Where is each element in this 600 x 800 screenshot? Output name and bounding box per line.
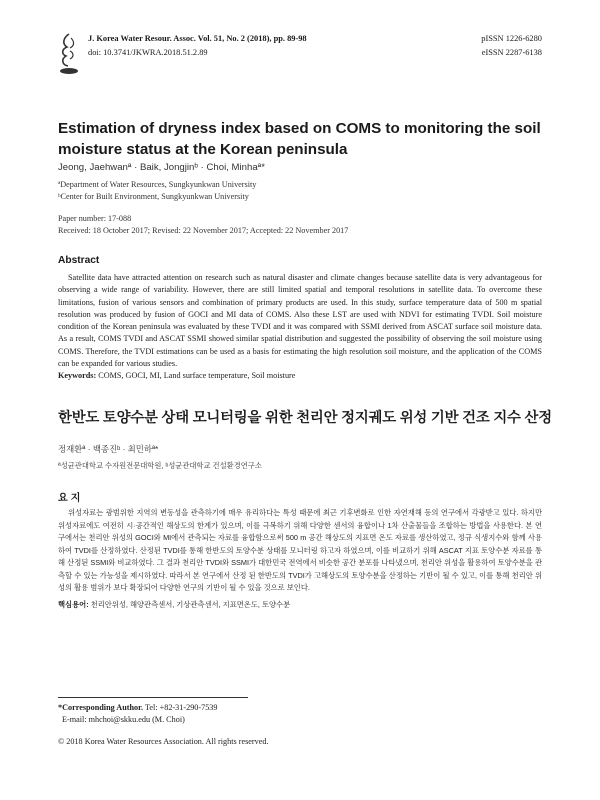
korean-affiliation: ª성균관대학교 수자원전문대학원, ᵇ성균관대학교 건설환경연구소 — [58, 461, 262, 470]
corresponding-author-label: *Corresponding Author. — [58, 703, 144, 712]
corresponding-email: E-mail: mhchoi@skku.edu (M. Choi) — [62, 715, 185, 724]
paper-title: Estimation of dryness index based on COMS to monitoring the soil moisture status at the Korean peninsula — [58, 120, 541, 158]
abstract-text: Satellite data have attracted attention on research such as natural disaster and climate changes because satellite data is very advantageous for observing a wide range of variability. However, there are still limited spatial and temporal resolutions in satellite data. To overcome these limitations, fusion of various sensors and combination of primary products are used. In this study, surface temperature data of 500 m spatial resolution was produced by fusion of GOCI and MI data of COMS. Also these LST are used with NDVI for estimating TVDI. Soil moisture condition of the Korean peninsula was evaluated by these TVDI and it was compared with SSMI derived from ASCAT surface soil moisture data. As a result, COMS TVDI and ASCAT SSMI showed similar spatial distribution and suggested the possibility of observing the soil moisture using COMS. Therefore, the TVDI estimations can be used as a basis for estimating the high resolution soil moisture, and the application of the COMS can be expanded for various studies. — [58, 273, 542, 369]
affiliation-item: ᵇCenter for Built Environment, Sungkyunkwan University — [58, 192, 249, 201]
pissn-text: pISSN 1226-6280 — [481, 34, 542, 43]
issn-block — [481, 32, 542, 60]
footnote-divider — [58, 697, 248, 698]
eissn-text: eISSN 2287-6138 — [481, 48, 542, 57]
korean-summary-heading: 요 지 — [58, 493, 81, 504]
korean-summary-text: 위성자료는 광범위한 지역의 변동성을 관측하기에 매우 유리하다는 특성 때문에 최근 기후변화로 인한 자연재해 등의 연구에서 각광받고 있다. 하지만 위성자료에도 여전히 시·공간적인 해상도의 한계가 있으며, 이를 극복하기 위해 다양한 센서의 융합이나 1차 산출물들을 조합하는 방법을 사용한다. 본 연구에서는 천리안 위성의 GOCI와 MI에서 관측되는 자료를 융합함으로써 500 m 공간 해상도의 지표면 온도 자료를 생산하였고, 정규 식생지수와 함께 사용하여 TVDI를 산정하였다. 산정된 TVDI를 통해 한반도의 토양수분 상태를 모니터링 하고자 하였으며, 이를 비교하기 위해 ASCAT 지표 토양수분 자료를 통해 산정된 SSMI와 비교하였다. 그 결과 천리안 TVDI와 SSMI가 대한민국 전역에서 비슷한 공간 분포를 나타냈으며, 천리안 위성을 활용하여 토양수분을 관측할 수 있는 가능성을 제시하였다. 따라서 본 연구에서 산정 된 한반도의 TVDI가 고해상도의 토양수분을 산정하는 기반이 될 수 있고, 이를 통해 천리안 위성의 활용 범위가 보다 확장되어 다양한 연구의 기반이 될 수 있을 것으로 보인다. — [58, 508, 542, 592]
korean-author-list: 정재환ª · 백종진ᵇ · 최민하ª* — [58, 444, 159, 454]
keywords-text: COMS, GOCI, MI, Land surface temperature, Soil moisture — [96, 371, 296, 380]
korean-title: 한반도 토양수분 상태 모니터링을 위한 천리안 정지궤도 위성 기반 건조 지수 산정 — [58, 410, 552, 426]
correspondence-block — [58, 702, 217, 726]
korean-keywords-label: 핵심용어: — [58, 600, 89, 609]
paper-dates: Received: 18 October 2017; Revised: 22 November 2017; Accepted: 22 November 2017 — [58, 226, 349, 235]
journal-header — [58, 30, 542, 80]
doi-text: doi: 10.3741/JKWRA.2018.51.2.89 — [88, 48, 208, 57]
paper-info — [58, 213, 348, 237]
corresponding-tel: Tel: +82-31-290-7539 — [143, 703, 218, 712]
affiliation-item: ªDepartment of Water Resources, Sungkyunkwan University — [58, 180, 257, 189]
keywords-line — [58, 371, 542, 380]
paper-number: Paper number: 17-088 — [58, 214, 132, 223]
journal-citation-block — [88, 32, 307, 60]
abstract-heading: Abstract — [58, 255, 100, 266]
korean-keywords-line — [58, 600, 542, 610]
keywords-label: Keywords: — [58, 371, 97, 380]
journal-logo-icon — [58, 32, 80, 76]
author-list: Jeong, Jaehwanª · Baik, Jongjinᵇ · Choi, Minhaª* — [58, 162, 265, 173]
korean-keywords-text: 천리안위성, 해양관측센서, 기상관측센서, 지표면온도, 토양수분 — [88, 600, 291, 609]
copyright-notice: © 2018 Korea Water Resources Association. All rights reserved. — [58, 737, 269, 746]
journal-citation: J. Korea Water Resour. Assoc. Vol. 51, No. 2 (2018), pp. 89-98 — [88, 34, 307, 43]
affiliation-list — [58, 179, 256, 203]
